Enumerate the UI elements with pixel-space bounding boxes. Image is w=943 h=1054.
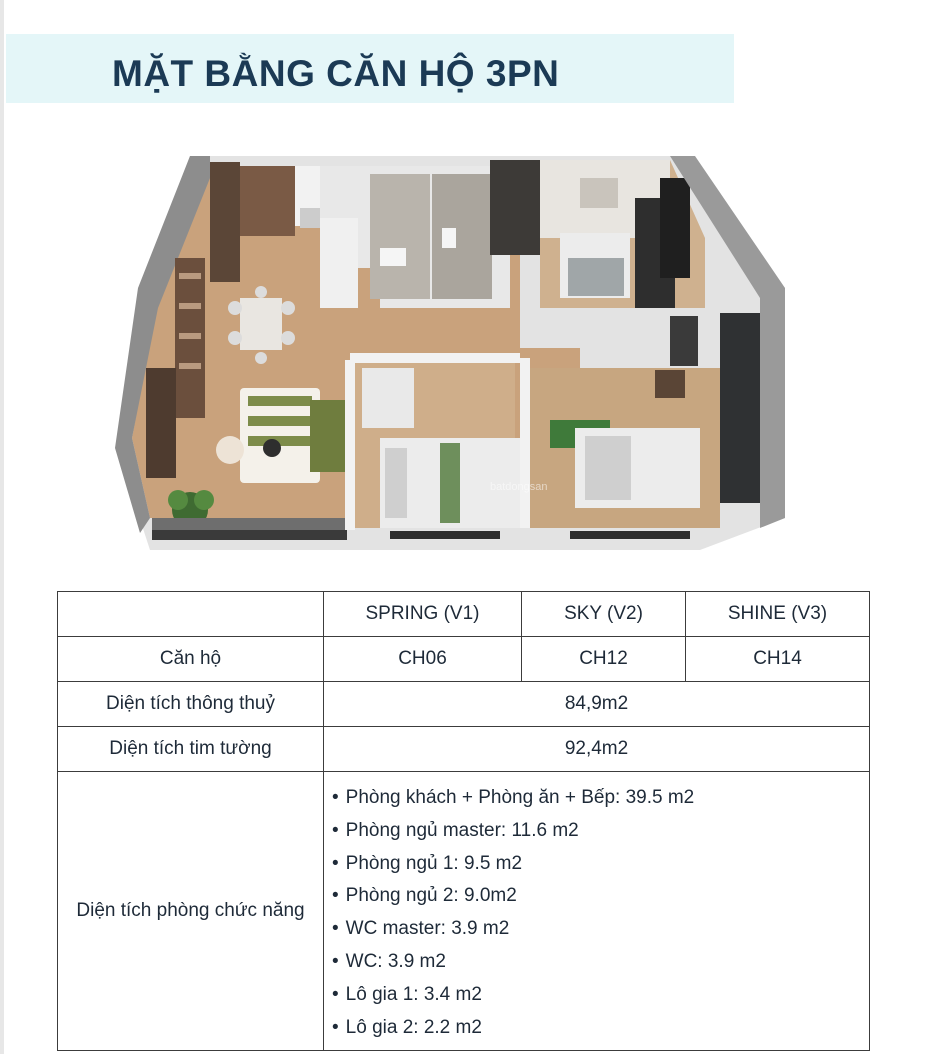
table-row-wall-area bbox=[58, 727, 870, 772]
wall-area-label: Diện tích tim tường bbox=[58, 727, 324, 772]
function-area-label: Diện tích phòng chức năng bbox=[58, 772, 324, 1051]
list-item: • Lô gia 2: 2.2 m2 bbox=[332, 1012, 863, 1045]
floor-plan-illustration bbox=[80, 138, 790, 558]
page-title: MẶT BẰNG CĂN HỘ 3PN bbox=[112, 53, 560, 94]
balcony-railing bbox=[152, 530, 347, 540]
wall-area-value: 92,4m2 bbox=[324, 727, 870, 772]
function-area-cell bbox=[324, 772, 870, 1051]
header-shine: SHINE (V3) bbox=[686, 592, 870, 637]
table-row-function-area bbox=[58, 772, 870, 1051]
list-item: • Phòng khách + Phòng ăn + Bếp: 39.5 m2 bbox=[332, 782, 863, 815]
dining-table bbox=[240, 298, 282, 350]
unit-label: Căn hộ bbox=[58, 637, 324, 682]
bathroom-1 bbox=[370, 174, 430, 299]
unit-spring: CH06 bbox=[324, 637, 522, 682]
list-item: • WC master: 3.9 m2 bbox=[332, 913, 863, 946]
table-row-unit bbox=[58, 637, 870, 682]
list-item: • Phòng ngủ 2: 9.0m2 bbox=[332, 880, 863, 913]
table-header-row bbox=[58, 592, 870, 637]
clear-area-value: 84,9m2 bbox=[324, 682, 870, 727]
unit-shine: CH14 bbox=[686, 637, 870, 682]
list-item: • Lô gia 1: 3.4 m2 bbox=[332, 979, 863, 1012]
list-item: • Phòng ngủ master: 11.6 m2 bbox=[332, 815, 863, 848]
kitchen-cabinet bbox=[210, 162, 240, 282]
list-item: • WC: 3.9 m2 bbox=[332, 946, 863, 979]
header-sky: SKY (V2) bbox=[522, 592, 686, 637]
watermark: batdongsan bbox=[490, 481, 548, 493]
list-item: • Phòng ngủ 1: 9.5 m2 bbox=[332, 848, 863, 881]
apartment-spec-table bbox=[57, 591, 870, 1051]
header-empty-cell bbox=[58, 592, 324, 637]
room-area-list bbox=[332, 782, 863, 1044]
unit-sky: CH12 bbox=[522, 637, 686, 682]
clear-area-label: Diện tích thông thuỷ bbox=[58, 682, 324, 727]
table-row-clear-area bbox=[58, 682, 870, 727]
header-spring: SPRING (V1) bbox=[324, 592, 522, 637]
page-left-edge bbox=[0, 0, 4, 1054]
bathroom-2 bbox=[432, 174, 492, 299]
